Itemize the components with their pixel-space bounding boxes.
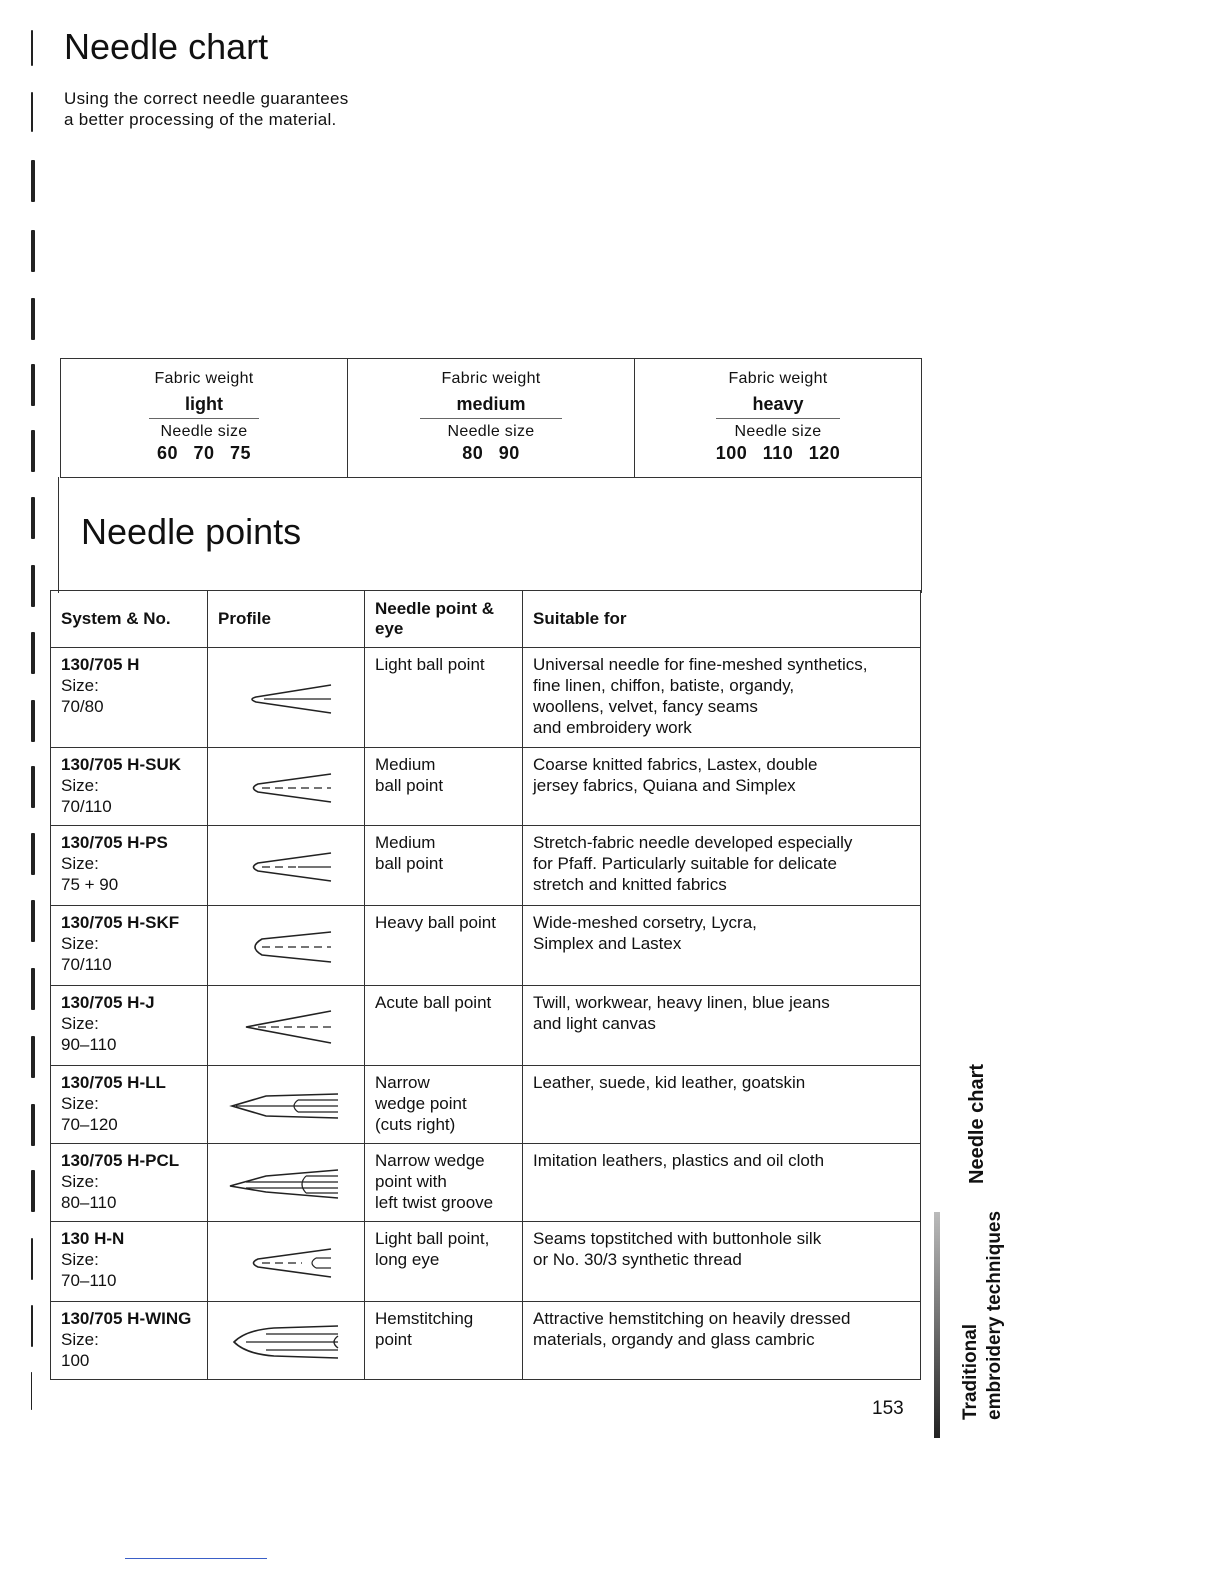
- size-label: Size:: [61, 776, 99, 795]
- table-row: [51, 906, 921, 986]
- binding-mark: [31, 497, 35, 539]
- needle-point-cell: Light ball point, long eye: [365, 1222, 523, 1302]
- size-value: 70/110: [61, 955, 112, 974]
- suitable-for-cell: Universal needle for fine-meshed synthetics, fine linen, chiffon, batiste, organdy, woollens, velvet, fancy seams and embroidery work: [523, 648, 921, 748]
- needle-point-cell: Hemstitching point: [365, 1302, 523, 1380]
- needle-points-title: Needle points: [81, 511, 302, 552]
- binding-mark: [31, 30, 33, 66]
- page-title: Needle chart: [64, 26, 269, 67]
- table-row: [51, 1302, 921, 1380]
- suitable-for-cell: Imitation leathers, plastics and oil cloth: [523, 1144, 921, 1222]
- medium-ball-point-icon: [236, 768, 336, 808]
- system-number: 130/705 H-WING: [61, 1309, 192, 1328]
- fabric-weight-medium: [348, 359, 635, 477]
- twist-groove-wedge-point-icon: [226, 1164, 346, 1204]
- profile-cell: [208, 906, 365, 986]
- table-row: [51, 1222, 921, 1302]
- column-header-system: System & No.: [51, 591, 208, 648]
- needle-point-cell: Heavy ball point: [365, 906, 523, 986]
- system-number: 130/705 H-PS: [61, 833, 168, 852]
- system-number: 130/705 H-PCL: [61, 1151, 180, 1170]
- binding-mark: [31, 632, 35, 674]
- table-row: [51, 826, 921, 906]
- size-value: 70/110: [61, 797, 112, 816]
- side-tab-category: Traditional: [960, 1323, 981, 1420]
- size-label: Size:: [61, 1014, 99, 1033]
- suitable-for-cell: Coarse knitted fabrics, Lastex, double jersey fabrics, Quiana and Simplex: [523, 748, 921, 826]
- size-value: 80–110: [61, 1193, 117, 1212]
- footer-rule: [125, 1558, 267, 1559]
- table-row: [51, 1144, 921, 1222]
- fabric-weight-heavy: [635, 359, 921, 477]
- binding-mark: [31, 1036, 35, 1078]
- system-cell: [51, 826, 208, 906]
- size-label: Size:: [61, 1172, 99, 1191]
- column-header-point: Needle point & eye: [365, 591, 523, 648]
- binding-mark: [31, 92, 33, 132]
- binding-mark: [31, 230, 35, 272]
- system-cell: [51, 648, 208, 748]
- system-number: 130/705 H: [61, 655, 140, 674]
- hemstitching-point-icon: [226, 1320, 346, 1364]
- needle-points-table: [50, 590, 921, 1380]
- needle-size-values: 100 110 120: [715, 443, 841, 463]
- profile-cell: [208, 1302, 365, 1380]
- suitable-for-cell: Twill, workwear, heavy linen, blue jeans and light canvas: [523, 986, 921, 1066]
- suitable-for-cell: Attractive hemstitching on heavily dressed materials, organdy and glass cambric: [523, 1302, 921, 1380]
- fabric-weight-table: [60, 358, 922, 478]
- fabric-weight-name: medium: [420, 394, 561, 419]
- system-number: 130/705 H-LL: [61, 1073, 166, 1092]
- table-row: [51, 748, 921, 826]
- narrow-wedge-point-icon: [226, 1086, 346, 1126]
- binding-mark: [31, 968, 35, 1010]
- binding-mark: [31, 565, 35, 607]
- needle-point-cell: Medium ball point: [365, 748, 523, 826]
- side-tab-subcategory: embroidery techniques: [984, 1210, 1005, 1420]
- needle-size-label: Needle size: [734, 423, 822, 440]
- suitable-for-cell: Seams topstitched with buttonhole silk or No. 30/3 synthetic thread: [523, 1222, 921, 1302]
- size-label: Size:: [61, 1250, 99, 1269]
- table-row: [51, 648, 921, 748]
- intro-line: a better processing of the material.: [64, 110, 337, 129]
- binding-mark: [31, 1170, 35, 1212]
- column-header-profile: Profile: [208, 591, 365, 648]
- size-value: 70–110: [61, 1271, 117, 1290]
- needle-point-cell: Narrow wedge point (cuts right): [365, 1066, 523, 1144]
- binding-mark: [31, 364, 35, 406]
- fabric-weight-label: Fabric weight: [154, 370, 254, 387]
- suitable-for-cell: Stretch-fabric needle developed especially for Pfaff. Particularly suitable for delicate stretch and knitted fabrics: [523, 826, 921, 906]
- needle-point-cell: Acute ball point: [365, 986, 523, 1066]
- profile-cell: [208, 986, 365, 1066]
- binding-mark: [31, 1238, 33, 1280]
- profile-cell: [208, 748, 365, 826]
- system-cell: [51, 906, 208, 986]
- system-number: 130/705 H-SKF: [61, 913, 180, 932]
- binding-mark: [31, 1104, 35, 1146]
- fabric-weight-label: Fabric weight: [728, 370, 828, 387]
- binding-mark: [31, 1372, 32, 1410]
- size-label: Size:: [61, 1094, 99, 1113]
- fabric-weight-name: heavy: [716, 394, 839, 419]
- system-cell: [51, 748, 208, 826]
- system-number: 130/705 H-SUK: [61, 755, 182, 774]
- binding-mark: [31, 700, 35, 742]
- binding-mark: [31, 833, 35, 875]
- system-cell: [51, 1222, 208, 1302]
- binding-mark: [31, 766, 35, 808]
- binding-mark: [31, 160, 35, 202]
- long-eye-point-icon: [236, 1243, 336, 1283]
- binding-mark: [31, 430, 35, 472]
- suitable-for-cell: Leather, suede, kid leather, goatskin: [523, 1066, 921, 1144]
- acute-ball-point-icon: [236, 1007, 336, 1047]
- stretch-ball-point-icon: [236, 847, 336, 887]
- system-cell: [51, 1144, 208, 1222]
- binding-mark: [31, 298, 35, 340]
- profile-cell: [208, 1222, 365, 1302]
- needle-point-cell: Light ball point: [365, 648, 523, 748]
- system-cell: [51, 1066, 208, 1144]
- heavy-ball-point-icon: [236, 927, 336, 967]
- fabric-weight-label: Fabric weight: [441, 370, 541, 387]
- needle-points-header-box: [58, 477, 922, 593]
- suitable-for-cell: Wide-meshed corsetry, Lycra, Simplex and Lastex: [523, 906, 921, 986]
- needle-size-label: Needle size: [160, 423, 248, 440]
- column-header-suitable: Suitable for: [523, 591, 921, 648]
- table-row: [51, 1066, 921, 1144]
- needle-size-values: 80 90: [462, 443, 520, 463]
- fabric-weight-name: light: [149, 394, 259, 419]
- size-label: Size:: [61, 854, 99, 873]
- size-value: 90–110: [61, 1035, 117, 1054]
- binding-mark: [31, 1305, 33, 1347]
- intro-line: Using the correct needle guarantees: [64, 89, 349, 108]
- system-cell: [51, 986, 208, 1066]
- side-tab-section: Needle chart: [966, 1063, 988, 1184]
- intro-text: [64, 88, 349, 130]
- size-value: 100: [61, 1351, 90, 1370]
- size-label: Size:: [61, 1330, 99, 1349]
- size-label: Size:: [61, 934, 99, 953]
- table-header-row: [51, 591, 921, 648]
- system-number: 130 H-N: [61, 1229, 125, 1248]
- page-number: 153: [872, 1398, 904, 1419]
- binding-mark: [31, 900, 35, 942]
- size-value: 75 + 90: [61, 875, 119, 894]
- size-value: 70–120: [61, 1115, 118, 1134]
- table-row: [51, 986, 921, 1066]
- profile-cell: [208, 1144, 365, 1222]
- size-label: Size:: [61, 676, 99, 695]
- needle-size-values: 60 70 75: [156, 443, 252, 463]
- needle-point-cell: Medium ball point: [365, 826, 523, 906]
- profile-cell: [208, 648, 365, 748]
- system-cell: [51, 1302, 208, 1380]
- profile-cell: [208, 826, 365, 906]
- light-ball-point-icon: [236, 679, 336, 719]
- size-value: 70/80: [61, 697, 104, 716]
- profile-cell: [208, 1066, 365, 1144]
- system-number: 130/705 H-J: [61, 993, 155, 1012]
- needle-size-label: Needle size: [447, 423, 535, 440]
- side-tab-marker: [934, 1212, 940, 1438]
- fabric-weight-light: [61, 359, 348, 477]
- needle-point-cell: Narrow wedge point with left twist groove: [365, 1144, 523, 1222]
